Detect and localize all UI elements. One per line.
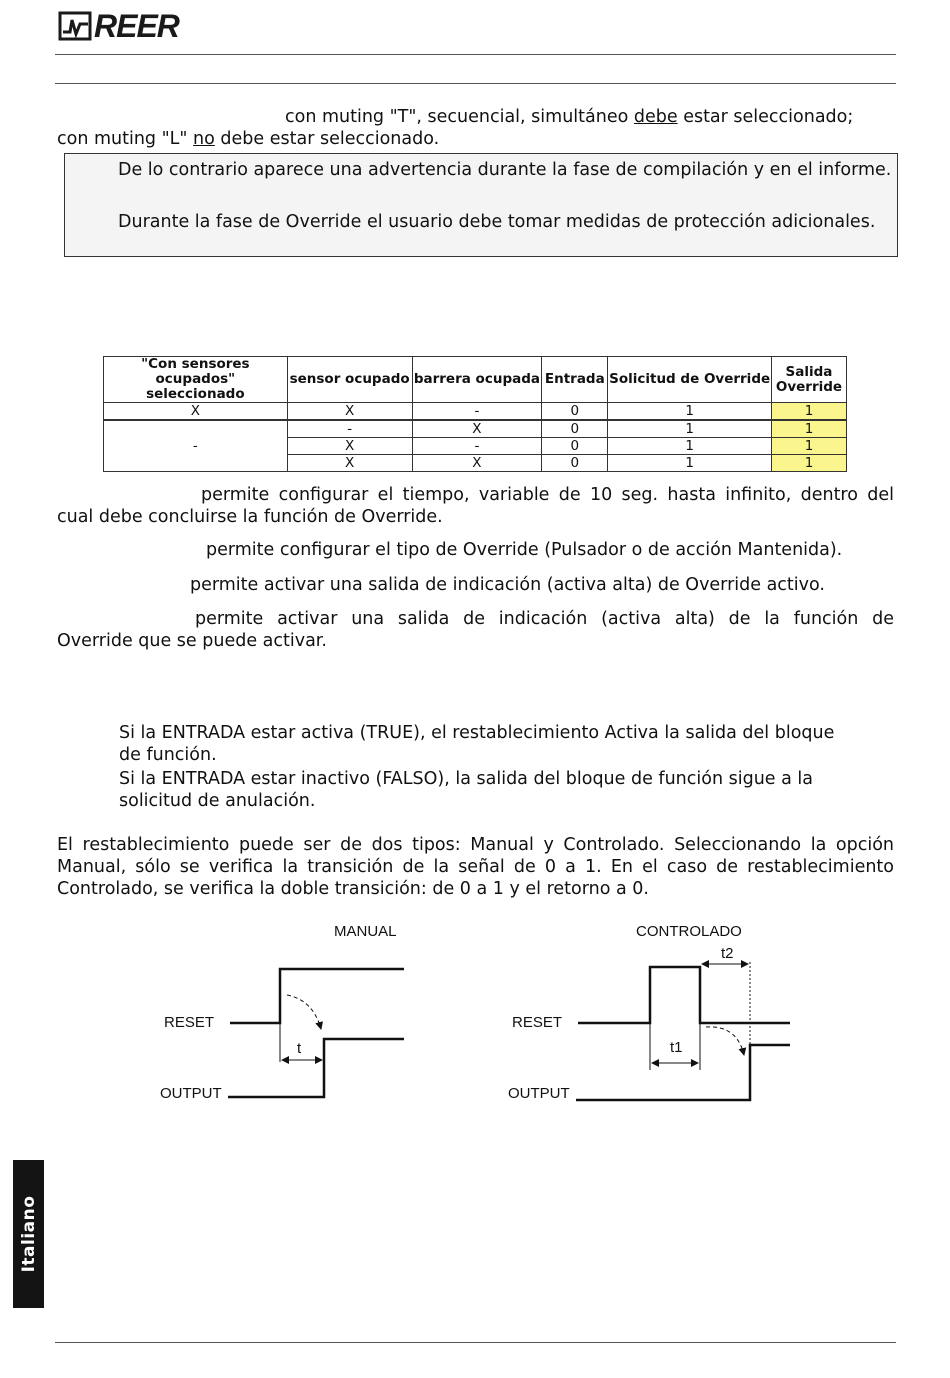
bullet-2: Si la ENTRADA estar inactivo (FALSO), la salida del bloque de función sigue a la solicitud de anulación. — [119, 769, 813, 811]
table-cell: 0 — [542, 455, 608, 472]
table-cell-output: 1 — [771, 438, 846, 455]
controlled-output-label: OUTPUT — [508, 1085, 570, 1102]
table-cell: X — [412, 420, 542, 438]
table-cell: X — [287, 403, 412, 421]
note-box — [64, 153, 898, 257]
table-cell: - — [412, 403, 542, 421]
reset-timing-diagrams — [0, 910, 950, 1110]
controlled-diagram — [508, 923, 790, 1102]
param-timeout: permite configurar el tiempo, variable de 10 seg. hasta infinito, dentro del cual debe concluirse la función de Override. — [57, 485, 894, 527]
table-cell: - — [412, 438, 542, 455]
manual-output-label: OUTPUT — [160, 1085, 222, 1102]
brand-logo — [58, 6, 179, 46]
note-paragraph-2: Durante la fase de Override el usuario debe tomar medidas de protección adicionales. — [118, 212, 876, 232]
table-header: Entrada — [542, 357, 608, 403]
table-header: Salida Override — [771, 357, 846, 403]
param-active-output: permite activar una salida de indicación (activa alta) de Override activo. — [190, 575, 825, 595]
table-row — [104, 420, 847, 438]
manual-t-label: t — [297, 1040, 302, 1057]
footer-divider — [55, 1342, 896, 1343]
table-header: "Con sensores ocupados" seleccionado — [104, 357, 288, 403]
controlled-t2-label: t2 — [721, 945, 734, 962]
manual-reset-label: RESET — [164, 1014, 215, 1031]
language-tab-label: Italiano — [18, 1195, 39, 1273]
table-cell: 1 — [608, 438, 772, 455]
table-cell: 0 — [542, 438, 608, 455]
language-tab — [13, 1160, 44, 1308]
controlled-output-signal — [576, 1045, 790, 1100]
table-header: Solicitud de Override — [608, 357, 772, 403]
intro-line-1: con muting "T", secuencial, simultáneo debe estar seleccionado; — [285, 107, 854, 127]
manual-reset-signal — [230, 969, 404, 1023]
param-mode: permite configurar el tipo de Override (Pulsador o de acción Mantenida). — [206, 540, 843, 560]
table-header: sensor ocupado — [287, 357, 412, 403]
table-cell: 1 — [608, 403, 772, 421]
manual-diagram — [160, 923, 404, 1102]
controlled-transition-arrow — [706, 1027, 744, 1055]
table-cell-output: 1 — [771, 403, 846, 421]
controlled-reset-label: RESET — [512, 1014, 563, 1031]
reer-logo-icon — [58, 10, 94, 42]
intro-line-2: con muting "L" no debe estar seleccionado. — [57, 129, 440, 149]
manual-title: MANUAL — [334, 923, 397, 940]
brand-name: REER — [94, 7, 179, 44]
controlled-t1-label: t1 — [670, 1039, 683, 1056]
table-cell-output: 1 — [771, 455, 846, 472]
table-cell: X — [104, 403, 288, 421]
table-cell: - — [287, 420, 412, 438]
param-request: permite activar una salida de indicación (activa alta) de la función de Override que se puede activar. — [57, 609, 894, 651]
header-divider-2 — [55, 83, 896, 84]
bullet-1: Si la ENTRADA estar activa (TRUE), el restablecimiento Activa la salida del bloque de función. — [119, 723, 835, 765]
header-divider — [55, 54, 896, 55]
table-header: barrera ocupada — [412, 357, 542, 403]
table-cell: 1 — [608, 420, 772, 438]
table-cell: 0 — [542, 403, 608, 421]
controlled-reset-signal — [578, 967, 790, 1023]
table-cell-output: 1 — [771, 420, 846, 438]
table-cell: X — [287, 438, 412, 455]
table-cell: 0 — [542, 420, 608, 438]
controlled-title: CONTROLADO — [636, 923, 742, 940]
reset-description: El restablecimiento puede ser de dos tipos: Manual y Controlado. Seleccionando la opción Manual, sólo se verifica la transición de la señal de 0 a 1. En el caso de restablecimiento Controlado, se verifica la doble transición: de 0 a 1 y el retorno a 0. — [57, 835, 894, 899]
table-row — [104, 403, 847, 421]
table-cell: 1 — [608, 455, 772, 472]
manual-transition-arrow — [287, 995, 321, 1029]
table-header-row — [104, 357, 847, 403]
table-cell: X — [287, 455, 412, 472]
override-table — [103, 356, 847, 472]
table-cell: X — [412, 455, 542, 472]
manual-output-signal — [228, 1039, 404, 1097]
note-paragraph-1: De lo contrario aparece una advertencia durante la fase de compilación y en el informe. — [118, 160, 892, 180]
table-group-cell: - — [104, 420, 288, 472]
